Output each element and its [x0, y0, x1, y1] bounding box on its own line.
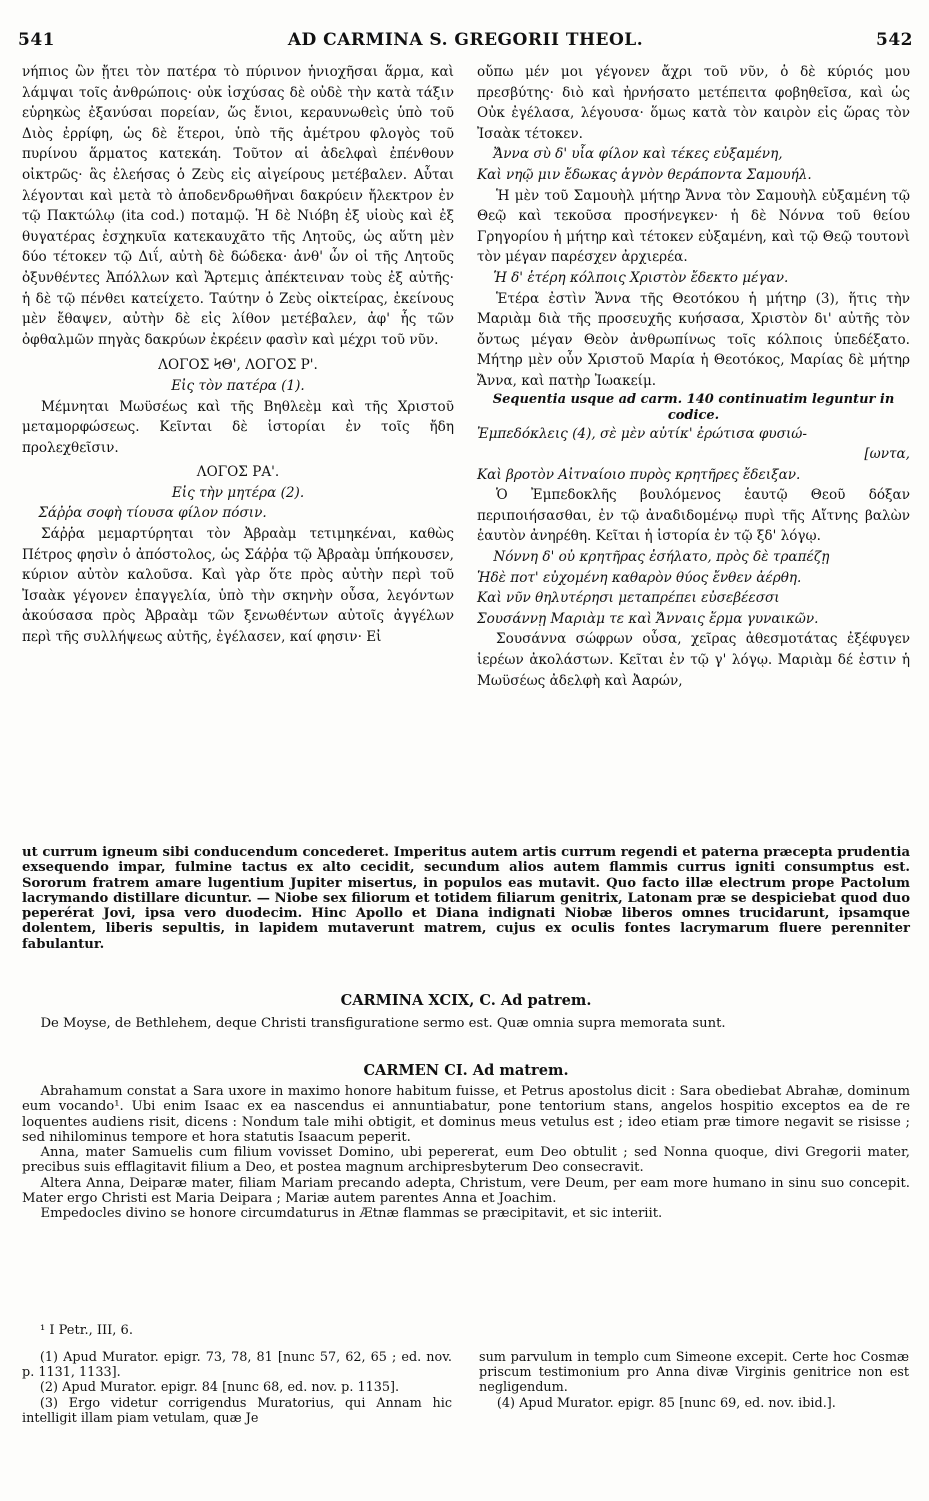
scholion-paragraph: Σουσάννα σώφρων οὖσα, χεῖρας ἀθεσμοτάτας ἐξέφυγεν ἱερέων ἀκολάστων. Κεῖται ἐν τῷ γ' λόγῳ. Μαριὰμ δέ ἐστιν ἡ Μωϋσέως ἀδελφὴ καὶ Ἀαρών, — [477, 631, 910, 689]
verse-continuation: [ωντα, — [864, 446, 910, 463]
footnote: (3) Ergo videtur corrigendus Muratorius, qui Annam hic intelligit illam piam vetulam, quæ Je — [22, 1395, 452, 1426]
latin-paragraph: ut currum igneum sibi conducendum concederet. Imperitus autem artis currum regendi et paterna præcepta prudentia exsequendo impar, fulmine tactus ex alto cecidit, secundum alios autem flammis currus igniti consumptus est. Sororum fratrem amare lugentium Jupiter misertus, in populos eas mutavit. Quo facto illæ electrum prope Pactolum lacrymando distillare dicuntur. — Niobe sex filiorum et totidem filiarum genitrix, Latonam præ se despiciebat quod duo peperérat Jovi, ipsa vero duodecim. Hinc Apollo et Diana indignati Niobæ liberos omnes trucidarunt, ipsamque dolentem, liberis sepultis, in lapidem mutaverunt matrem, cujus ex oculis fontes lacrymarum fluere perenniter fabulantur. — [22, 845, 910, 952]
verse-line: Σάῤῥα σοφὴ τίουσα φίλον πόσιν. — [38, 505, 267, 522]
verse-line: Νόννη δ' οὐ κρητῆρας ἐσήλατο, πρὸς δὲ τραπέζῃ — [493, 549, 830, 566]
latin-translation-block — [22, 845, 910, 952]
editorial-note: Sequentia usque ad carm. 140 continuatim leguntur in codice. — [492, 391, 895, 423]
section-subheading: Εἰς τὴν μητέρα (2). — [171, 484, 305, 501]
scholion-paragraph: νήπιος ὢν ᾔτει τὸν πατέρα τὸ πύρινον ἡνιοχῆσαι ἅρμα, καὶ λάμψαι τοῖς ἀνθρώποις· οὐκ ἰσχύσας δὲ οὐδὲ τὴν κατὰ τάξιν εὑρηκὼς ἐξανύσαι πορείαν, ὥς ἔνιοι, κεραυνωθεὶς ὑπὸ τοῦ Διὸς ἐρρίφη, ὡς δὲ ἕτεροι, ὑπὸ τῆς ἀμέτρου φλογὸς τοῦ πυρίνου ἅρματος κατεκάη. Τοῦτον αἱ ἀδελφαὶ ἐπένθουν οἰκτρῶς· ἃς ἐλεήσας ὁ Ζεὺς εἰς αἰγείρους μετέβαλεν. Αὗται λέγονται καὶ μετὰ τὸ ἀποδενδρωθῆναι δακρύειν ἤλεκτρον ἐν τῷ Πακτώλῳ (ita cod.) ποταμῷ. Ἡ δὲ Νιόβη ἐξ υἱοὺς καὶ ἐξ θυγατέρας ἐσχηκυῖα κατεκαυχᾶτο τῆς Λητοῦς, ὡς αὕτη μὲν δύο τέτοκεν τῷ Διΐ, αὐτὴ δὲ δώδεκα· ἀνθ' ὧν οἱ τῆς Λητοῦς ὀξυνθέντες Ἀπόλλων καὶ Ἄρτεμις ἀπέκτειναν τοὺς ἐξ αὐτῆς· ἡ δὲ τῷ πένθει κατείχετο. Ταύτην ὁ Ζεὺς οἰκτείρας, ἐκείνους μὲν ἔθαψεν, αὐτὴν δὲ εἰς λίθον μετέβαλεν, ἀφ' ἧς τῶν ὀφθαλμῶν πηγὰς δακρύων ἐκρέειν φασὶν καὶ μέχρι τοῦ νῦν. — [22, 64, 454, 348]
verse-line: Ἐμπεδόκλεις (4), σὲ μὲν αὐτίκ' ἐρώτισα φυσιώ- — [477, 425, 807, 442]
latin-heading-text: CARMEN CI. Ad matrem. — [363, 1062, 569, 1079]
latin-heading-carmina-xcix — [22, 992, 910, 1009]
latin-translation-block — [22, 1084, 910, 1222]
page-number-left: 541 — [18, 30, 55, 50]
section-subheading: Εἰς τὸν πατέρα (1). — [171, 377, 305, 394]
footnotes-left — [22, 1350, 452, 1426]
latin-paragraph: Altera Anna, Deiparæ mater, filiam Mariam precando adepta, Christum, vere Deum, per eam more humano in sinu suo concepit. Mater ergo Christi est Maria Deipara ; Mariæ autem parentes Anna et Joachim. — [22, 1175, 910, 1207]
footnote: (1) Apud Murator. epigr. 73, 78, 81 [nunc 57, 62, 65 ; ed. nov. p. 1131, 1133]. — [22, 1350, 452, 1381]
verse-line: Καὶ νῦν θηλυτέρησι μεταπρέπει εὐσεβέεσσι — [477, 590, 780, 607]
scholion-paragraph: Μέμνηται Μωϋσέως καὶ τῆς Βηθλεὲμ καὶ τῆς Χριστοῦ μεταμορφώσεως. Κεῖνται δὲ ἱστορίαι ἐν τοῖς ἤδη προλεχθεῖσιν. — [22, 398, 454, 456]
verse-line: Ἡ δ' ἑτέρη κόλποις Χριστὸν ἔδεκτο μέγαν. — [493, 269, 789, 286]
scholion-paragraph: Ὁ Ἐμπεδοκλῆς βουλόμενος ἑαυτῷ Θεοῦ δόξαν περιποιήσασθαι, ἐν τῷ ἀναδιδομένῳ πυρὶ τῆς Αἴτνης βαλὼν ἑαυτὸν ἀνηρέθη. Κεῖται ἡ ἱστορία ἐν τῷ ξδ' λόγῳ. — [477, 487, 910, 545]
greek-column-left — [22, 62, 454, 648]
latin-translation-block — [22, 1016, 910, 1031]
latin-paragraph: Empedocles divino se honore circumdaturus in Ætnæ flammas se præcipitavit, et sic interiit. — [40, 1206, 663, 1222]
section-heading: ΛΟΓΟΣ ϞΘ', ΛΟΓΟΣ Ρ'. — [158, 357, 318, 374]
footnote: (4) Apud Murator. epigr. 85 [nunc 69, ed. nov. ibid.]. — [496, 1395, 836, 1411]
latin-heading-carmen-ci — [22, 1062, 910, 1079]
latin-paragraph: Anna, mater Samuelis cum filium vovisset Domino, ubi pepererat, eum Deo obtulit ; sed Nonna quoque, divi Gregorii mater, precibus suis efflagitavit filium a Deo, et postea magnum archipresbyterum Deo consecravit. — [22, 1145, 910, 1176]
footnote: (2) Apud Murator. epigr. 84 [nunc 68, ed. nov. p. 1135]. — [39, 1380, 400, 1396]
scholion-paragraph: οὔπω μέν μοι γέγονεν ἄχρι τοῦ νῦν, ὁ δὲ κύριός μου πρεσβύτης· διὸ καὶ ἠρνήσατο μετέπειτα φοβηθεῖσα, καὶ ὡς Οὐκ ἐγέλασα, λέγουσα· ὅμως κατὰ τὸν καιρὸν εἰς ὥρας τὸν Ἰσαὰκ τέτοκεν. — [477, 64, 910, 142]
scholion-paragraph: Ἡ μὲν τοῦ Σαμουὴλ μήτηρ Ἄννα τὸν Σαμουὴλ εὐξαμένη τῷ Θεῷ καὶ τεκοῦσα προσήνεγκεν· ἡ δὲ Νόννα τοῦ θείου Γρηγορίου ἡ μήτηρ καὶ τέτοκεν εὐξαμένη, καὶ τῷ Θεῷ τουτονὶ τὸν μέγαν παρέσχεν ἀρχιερέα. — [477, 187, 910, 266]
footnote-scripture: ¹ I Petr., III, 6. — [40, 1323, 133, 1338]
scholion-paragraph: Σάῤῥα μεμαρτύρηται τὸν Ἀβραὰμ τετιμηκέναι, καθὼς Πέτρος φησὶν ὁ ἀπόστολος, ὡς Σάῤῥα τῷ Ἀβραὰμ ὑπήκουσεν, κύριον αὐτὸν καλοῦσα. Καὶ γὰρ ὅτε πρὸς αὐτὴν περὶ τοῦ Ἰσαὰκ γέγονεν ἐπαγγελία, ὑπὸ τὴν σκηνὴν οὖσα, λεγόντων ἀκούσασα πρὸς Ἀβραὰμ τῶν ξενωθέντων αὐτοῖς ἀγγέλων περὶ τῆς συλλήψεως αὐτῆς, ἐγέλασεν, καί φησιν· Εἰ — [22, 526, 454, 646]
verse-line: Ἡδὲ ποτ' εὐχομένη καθαρὸν θύος ἔνθεν ἀέρθη. — [477, 569, 802, 586]
verse-line: Σουσάννῃ Μαριὰμ τε καὶ Ἄνναις ἕρμα γυναικῶν. — [477, 610, 819, 627]
page-number-right: 542 — [876, 30, 913, 50]
latin-heading-text: CARMINA XCIX, C. Ad patrem. — [340, 992, 592, 1009]
running-title: AD CARMINA S. GREGORII THEOL. — [287, 30, 644, 50]
footnotes-right — [479, 1350, 909, 1411]
footnote: sum parvulum in templo cum Simeone excepit. Certe hoc Cosmæ priscum testimonium pro Anna divæ Virginis genitrice non est negligendum. — [479, 1350, 909, 1396]
verse-line: Καὶ βροτὸν Αἰτναίοιο πυρὸς κρητῆρες ἔδειξαν. — [477, 466, 801, 483]
latin-paragraph: De Moyse, de Bethlehem, deque Christi transfiguratione sermo est. Quæ omnia supra memorata sunt. — [40, 1016, 726, 1031]
section-heading: ΛΟΓΟΣ ΡΑ'. — [196, 464, 280, 481]
scholion-paragraph: Ἑτέρα ἐστὶν Ἄννα τῆς Θεοτόκου ἡ μήτηρ (3), ἥτις τὴν Μαριὰμ διὰ τῆς προσευχῆς κυήσασα, Χριστὸν δι' αὐτῆς τὸν ὄντως μέγαν Θεὸν ἀνθρωπίνως τοῖς κόλποις ὑπεδέξατο. Μήτηρ μὲν οὖν Χριστοῦ Μαρία ἡ Θεοτόκος, Μαρίας δὲ μήτηρ Ἄννα, καὶ πατὴρ Ἰωακείμ. — [477, 290, 910, 389]
verse-line: Ἄννα σὺ δ' υἷα φίλον καὶ τέκες εὐξαμένη, — [493, 146, 783, 163]
verse-line: Καὶ νηῷ μιν ἔδωκας ἁγνὸν θεράποντα Σαμουήλ. — [477, 166, 812, 183]
running-header — [18, 30, 913, 54]
greek-column-right — [477, 62, 910, 691]
latin-paragraph: Abrahamum constat a Sara uxore in maximo honore habitum fuisse, et Petrus apostolus dicit : Sara obediebat Abrahæ, dominum eum vocando¹. Ubi enim Isaac ex ea nascendus ei annuntiabatur, pone tentorium stans, angelos hospitio exceptos ea de re loquentes audiens risit, dicens : Nondum tale mihi obtigit, et dominus meus vetulus est ; ideo etiam præ timore negavit se risisse ; sed nihilominus tempore et hora statutis Isaacum peperit. — [22, 1084, 910, 1145]
